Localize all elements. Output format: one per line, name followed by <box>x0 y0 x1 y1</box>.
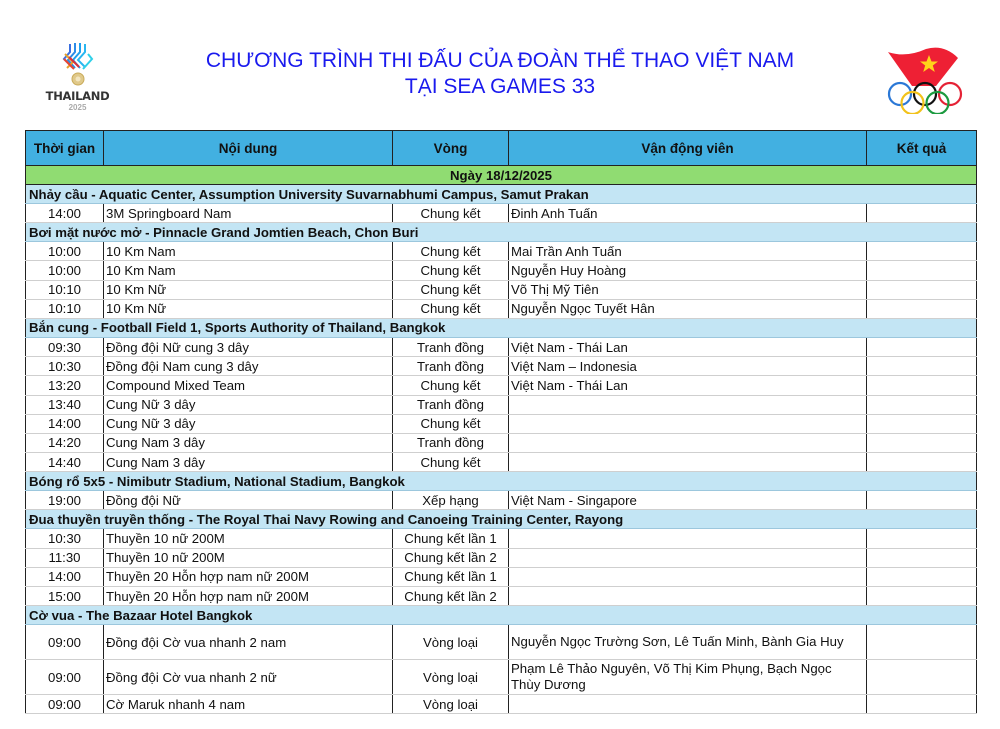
event-cell: Cung Nam 3 dây <box>104 433 393 452</box>
event-cell: Thuyền 20 Hỗn hợp nam nữ 200M <box>104 587 393 606</box>
result-cell <box>867 299 977 318</box>
time-cell: 14:40 <box>26 453 104 472</box>
event-cell: 10 Km Nam <box>104 242 393 261</box>
result-cell <box>867 357 977 376</box>
vietnam-olympic-logo <box>886 46 964 114</box>
result-cell <box>867 395 977 414</box>
date-label: Ngày 18/12/2025 <box>26 166 977 185</box>
table-row <box>26 280 977 299</box>
round-cell: Chung kết <box>393 261 509 280</box>
round-cell: Chung kết <box>393 376 509 395</box>
result-cell <box>867 376 977 395</box>
time-cell: 09:30 <box>26 337 104 356</box>
sea-games-2025-logo-icon <box>61 42 95 88</box>
round-cell: Tranh đồng <box>393 433 509 452</box>
event-cell: Cờ Maruk nhanh 4 nam <box>104 695 393 714</box>
athletes-cell <box>509 567 867 586</box>
table-row <box>26 395 977 414</box>
round-cell: Chung kết <box>393 204 509 223</box>
result-cell <box>867 453 977 472</box>
time-cell: 10:30 <box>26 357 104 376</box>
event-cell: 10 Km Nữ <box>104 280 393 299</box>
athletes-cell: Việt Nam - Thái Lan <box>509 376 867 395</box>
time-cell: 09:00 <box>26 660 104 695</box>
round-cell: Chung kết lần 2 <box>393 587 509 606</box>
event-cell: 10 Km Nữ <box>104 299 393 318</box>
time-cell: 10:10 <box>26 280 104 299</box>
column-header-time: Thời gian <box>26 131 104 166</box>
athletes-cell: Việt Nam - Singapore <box>509 491 867 510</box>
column-header-round: Vòng <box>393 131 509 166</box>
round-cell: Chung kết lần 2 <box>393 548 509 567</box>
athletes-cell: Mai Trần Anh Tuấn <box>509 242 867 261</box>
event-cell: Thuyền 10 nữ 200M <box>104 529 393 548</box>
athletes-cell <box>509 529 867 548</box>
venue-label: Nhảy cầu - Aquatic Center, Assumption University Suvarnabhumi Campus, Samut Prakan <box>26 185 977 204</box>
event-cell: 3M Springboard Nam <box>104 204 393 223</box>
round-cell: Tranh đồng <box>393 395 509 414</box>
event-cell: Thuyền 10 nữ 200M <box>104 548 393 567</box>
table-row <box>26 242 977 261</box>
table-row <box>26 414 977 433</box>
athletes-cell: Việt Nam - Thái Lan <box>509 337 867 356</box>
event-cell: Đồng đội Cờ vua nhanh 2 nữ <box>104 660 393 695</box>
result-cell <box>867 433 977 452</box>
time-cell: 11:30 <box>26 548 104 567</box>
title-line-2: TẠI SEA GAMES 33 <box>404 75 596 98</box>
venue-row <box>26 510 977 529</box>
time-cell: 19:00 <box>26 491 104 510</box>
round-cell: Chung kết lần 1 <box>393 567 509 586</box>
round-cell: Vòng loại <box>393 625 509 660</box>
venue-row <box>26 472 977 491</box>
athletes-cell <box>509 548 867 567</box>
round-cell: Chung kết <box>393 242 509 261</box>
athletes-cell: Võ Thị Mỹ Tiên <box>509 280 867 299</box>
round-cell: Vòng loại <box>393 695 509 714</box>
athletes-cell: Nguyễn Ngọc Trường Sơn, Lê Tuấn Minh, Bành Gia Huy <box>509 625 867 660</box>
result-cell <box>867 280 977 299</box>
time-cell: 15:00 <box>26 587 104 606</box>
result-cell <box>867 529 977 548</box>
table-row <box>26 695 977 714</box>
time-cell: 10:00 <box>26 261 104 280</box>
result-cell <box>867 491 977 510</box>
athletes-cell: Phạm Lê Thảo Nguyên, Võ Thị Kim Phụng, Bạch Ngọc Thùy Dương <box>509 660 867 695</box>
table-row <box>26 548 977 567</box>
time-cell: 14:00 <box>26 204 104 223</box>
table-row <box>26 567 977 586</box>
event-cell: Compound Mixed Team <box>104 376 393 395</box>
athletes-cell: Nguyễn Huy Hoàng <box>509 261 867 280</box>
time-cell: 10:30 <box>26 529 104 548</box>
event-cell: Cung Nữ 3 dây <box>104 395 393 414</box>
table-row <box>26 625 977 660</box>
event-cell: Đồng đội Nữ <box>104 491 393 510</box>
round-cell: Xếp hạng <box>393 491 509 510</box>
event-cell: Đồng đội Nữ cung 3 dây <box>104 337 393 356</box>
time-cell: 10:10 <box>26 299 104 318</box>
event-cell: Cung Nam 3 dây <box>104 453 393 472</box>
result-cell <box>867 625 977 660</box>
table-row <box>26 433 977 452</box>
page-title <box>150 48 850 100</box>
column-header-event: Nội dung <box>104 131 393 166</box>
table-row <box>26 529 977 548</box>
venue-label: Bắn cung - Football Field 1, Sports Authority of Thailand, Bangkok <box>26 318 977 337</box>
round-cell: Chung kết lần 1 <box>393 529 509 548</box>
round-cell: Tranh đồng <box>393 357 509 376</box>
event-cell: Thuyền 20 Hỗn hợp nam nữ 200M <box>104 567 393 586</box>
time-cell: 13:20 <box>26 376 104 395</box>
athletes-cell <box>509 433 867 452</box>
table-row <box>26 660 977 695</box>
round-cell: Chung kết <box>393 299 509 318</box>
result-cell <box>867 414 977 433</box>
table-row <box>26 357 977 376</box>
table-row <box>26 299 977 318</box>
result-cell <box>867 567 977 586</box>
time-cell: 13:40 <box>26 395 104 414</box>
athletes-cell: Việt Nam – Indonesia <box>509 357 867 376</box>
result-cell <box>867 204 977 223</box>
athletes-cell <box>509 695 867 714</box>
event-cell: Cung Nữ 3 dây <box>104 414 393 433</box>
title-line-1: CHƯƠNG TRÌNH THI ĐẤU CỦA ĐOÀN THỂ THAO VIỆT NAM <box>205 49 795 72</box>
column-header-athletes: Vận động viên <box>509 131 867 166</box>
event-cell: Đồng đội Cờ vua nhanh 2 nam <box>104 625 393 660</box>
event-cell: 10 Km Nam <box>104 261 393 280</box>
time-cell: 14:00 <box>26 567 104 586</box>
round-cell: Chung kết <box>393 280 509 299</box>
table-row <box>26 376 977 395</box>
result-cell <box>867 660 977 695</box>
round-cell: Chung kết <box>393 453 509 472</box>
table-row <box>26 587 977 606</box>
result-cell <box>867 548 977 567</box>
result-cell <box>867 337 977 356</box>
column-header-result: Kết quả <box>867 131 977 166</box>
athletes-cell <box>509 414 867 433</box>
table-header-row <box>26 131 977 166</box>
time-cell: 09:00 <box>26 695 104 714</box>
table-row <box>26 337 977 356</box>
venue-label: Bơi mặt nước mở - Pinnacle Grand Jomtien Beach, Chon Buri <box>26 223 977 242</box>
table-row <box>26 261 977 280</box>
time-cell: 14:20 <box>26 433 104 452</box>
event-cell: Đồng đội Nam cung 3 dây <box>104 357 393 376</box>
schedule-table <box>25 130 977 714</box>
venue-row <box>26 318 977 337</box>
venue-label: Cờ vua - The Bazaar Hotel Bangkok <box>26 606 977 625</box>
result-cell <box>867 261 977 280</box>
result-cell <box>867 695 977 714</box>
athletes-cell <box>509 587 867 606</box>
athletes-cell <box>509 453 867 472</box>
time-cell: 14:00 <box>26 414 104 433</box>
athletes-cell <box>509 395 867 414</box>
venue-label: Đua thuyền truyền thống - The Royal Thai Navy Rowing and Canoeing Training Center, Rayong <box>26 510 977 529</box>
logo-wordmark: THAILAND <box>45 89 110 103</box>
athletes-cell: Đinh Anh Tuấn <box>509 204 867 223</box>
date-row <box>26 166 977 185</box>
venue-row <box>26 223 977 242</box>
table-row <box>26 453 977 472</box>
table-row <box>26 491 977 510</box>
result-cell <box>867 242 977 261</box>
time-cell: 10:00 <box>26 242 104 261</box>
venue-label: Bóng rổ 5x5 - Nimibutr Stadium, National Stadium, Bangkok <box>26 472 977 491</box>
venue-row <box>26 606 977 625</box>
time-cell: 09:00 <box>26 625 104 660</box>
result-cell <box>867 587 977 606</box>
athletes-cell: Nguyễn Ngọc Tuyết Hân <box>509 299 867 318</box>
round-cell: Vòng loại <box>393 660 509 695</box>
round-cell: Chung kết <box>393 414 509 433</box>
vietnam-olympic-committee-logo-icon <box>886 46 964 114</box>
logo-year: 2025 <box>68 103 87 112</box>
venue-row <box>26 185 977 204</box>
table-row <box>26 204 977 223</box>
round-cell: Tranh đồng <box>393 337 509 356</box>
sea-games-logo <box>40 42 115 114</box>
